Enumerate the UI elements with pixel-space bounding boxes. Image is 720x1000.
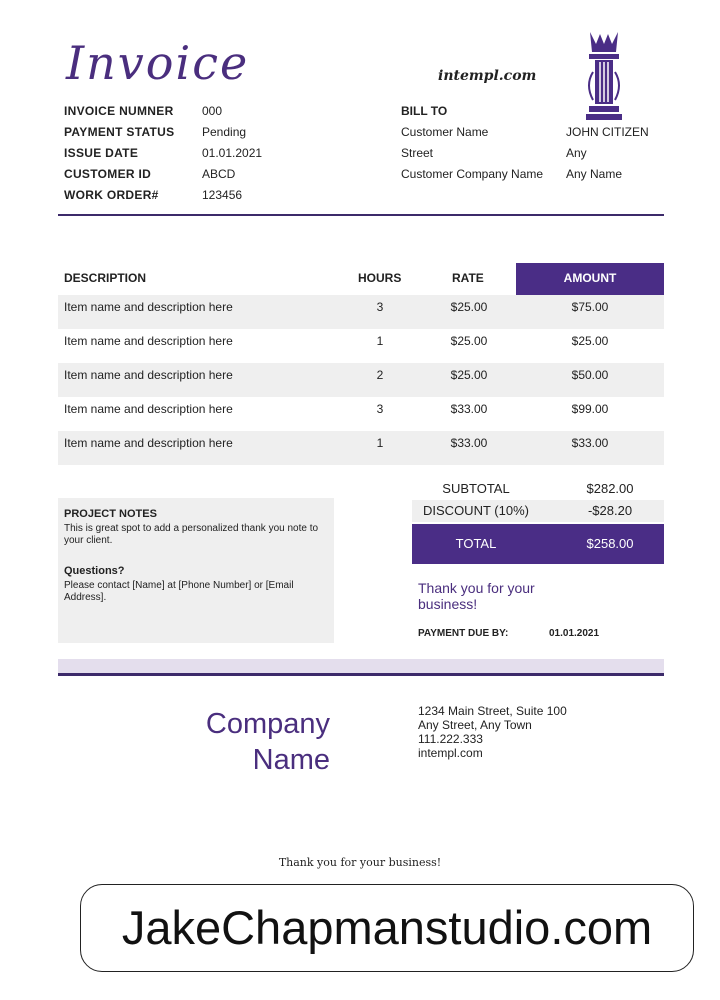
discount-label: DISCOUNT (10%) xyxy=(423,503,529,518)
table-row xyxy=(58,329,664,363)
meta-label: INVOICE NUMNER xyxy=(64,104,174,118)
item-amount: $50.00 xyxy=(571,368,609,382)
col-hours-header: HOURS xyxy=(358,271,402,285)
bill-label: Customer Company Name xyxy=(401,167,544,181)
item-description: Item name and description here xyxy=(64,368,233,382)
meta-value: 123456 xyxy=(202,188,243,202)
discount-value: -$28.20 xyxy=(587,503,633,518)
footer-divider xyxy=(58,673,664,676)
address-line: intempl.com xyxy=(418,746,483,760)
item-hours: 3 xyxy=(376,300,384,314)
bill-row xyxy=(401,146,649,167)
notes-heading: PROJECT NOTES xyxy=(64,508,157,520)
total-row xyxy=(412,524,664,564)
bill-label: Customer Name xyxy=(401,125,489,139)
item-rate: $25.00 xyxy=(450,368,488,382)
item-amount: $75.00 xyxy=(571,300,609,314)
item-amount: $99.00 xyxy=(571,402,609,416)
meta-value: 000 xyxy=(202,104,223,118)
bill-row xyxy=(401,125,649,146)
meta-value: 01.01.2021 xyxy=(202,146,263,160)
company-name xyxy=(180,706,330,778)
company-name-line2: Name xyxy=(252,744,330,776)
payment-due-label: PAYMENT DUE BY: xyxy=(418,628,509,639)
item-rate: $33.00 xyxy=(450,402,488,416)
item-description: Item name and description here xyxy=(64,402,233,416)
meta-row xyxy=(64,125,262,146)
meta-label: PAYMENT STATUS xyxy=(64,125,175,139)
discount-row xyxy=(412,500,664,522)
bill-label: Street xyxy=(401,146,434,160)
footer-band xyxy=(58,659,664,673)
meta-row xyxy=(64,188,262,209)
company-name-line1: Company xyxy=(205,708,330,740)
item-hours: 1 xyxy=(376,334,384,348)
watermark-banner: JakeChapmanstudio.com xyxy=(80,884,694,972)
totals xyxy=(412,478,664,564)
item-description: Item name and description here xyxy=(64,300,233,314)
address-line: Any Street, Any Town xyxy=(418,718,532,732)
meta-row xyxy=(64,146,262,167)
meta-label: WORK ORDER# xyxy=(64,188,159,202)
address-line: 111.222.333 xyxy=(418,732,483,746)
item-amount: $33.00 xyxy=(571,436,609,450)
table-row xyxy=(58,431,664,465)
item-description: Item name and description here xyxy=(64,436,233,450)
meta-label: CUSTOMER ID xyxy=(64,167,152,181)
notes-text: This is great spot to add a personalized thank you note to your client. xyxy=(64,523,319,546)
header-divider xyxy=(58,214,664,216)
item-hours: 1 xyxy=(376,436,384,450)
project-notes xyxy=(58,498,334,643)
col-rate-header: RATE xyxy=(452,271,484,285)
bill-to-heading: BILL TO xyxy=(401,104,448,118)
invoice-meta xyxy=(64,104,262,209)
total-label: TOTAL xyxy=(455,536,497,551)
subtotal-row xyxy=(412,478,664,500)
total-value: $258.00 xyxy=(586,536,634,551)
bill-value: JOHN CITIZEN xyxy=(566,125,649,139)
payment-due-value: 01.01.2021 xyxy=(549,628,600,639)
meta-row xyxy=(64,104,262,125)
line-items xyxy=(58,295,664,465)
meta-value: Pending xyxy=(202,125,247,139)
payment-due xyxy=(418,628,600,639)
bill-value: Any Name xyxy=(566,167,623,181)
thanks-message: Thank you for your business! xyxy=(418,580,535,612)
item-hours: 2 xyxy=(376,368,384,382)
col-description-header: DESCRIPTION xyxy=(64,271,147,285)
questions-heading: Questions? xyxy=(64,565,125,577)
meta-value: ABCD xyxy=(202,167,236,181)
meta-row xyxy=(64,167,262,188)
invoice-title: Invoice xyxy=(66,36,250,90)
meta-label: ISSUE DATE xyxy=(64,146,139,160)
item-description: Item name and description here xyxy=(64,334,233,348)
subtotal-label: SUBTOTAL xyxy=(442,481,510,496)
bill-row xyxy=(401,167,649,188)
table-row xyxy=(58,397,664,431)
item-amount: $25.00 xyxy=(571,334,609,348)
item-rate: $33.00 xyxy=(450,436,488,450)
footer-thanks: Thank you for your business! xyxy=(278,856,442,869)
table-row xyxy=(58,295,664,329)
item-hours: 3 xyxy=(376,402,384,416)
site-text: intempl.com xyxy=(438,68,537,84)
item-rate: $25.00 xyxy=(450,334,488,348)
address-line: 1234 Main Street, Suite 100 xyxy=(418,704,567,718)
table-row xyxy=(58,363,664,397)
col-amount-header: AMOUNT xyxy=(516,263,664,295)
company-address xyxy=(418,704,567,760)
subtotal-value: $282.00 xyxy=(586,481,634,496)
bill-to xyxy=(401,104,649,188)
table-header xyxy=(58,263,664,295)
questions-text: Please contact [Name] at [Phone Number] or [Email Address]. xyxy=(64,580,294,603)
item-rate: $25.00 xyxy=(450,300,488,314)
bill-value: Any xyxy=(566,146,587,160)
